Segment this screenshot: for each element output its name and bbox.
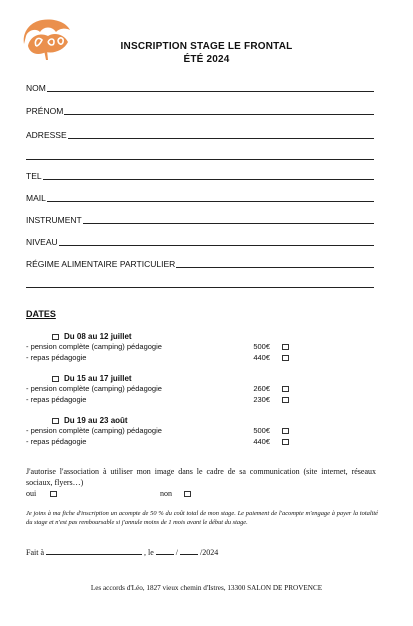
field-label: PRÉNOM <box>26 106 64 116</box>
session-title-text: Du 15 au 17 juillet <box>64 374 132 383</box>
month-input[interactable] <box>180 554 198 555</box>
list-item <box>26 353 286 364</box>
field-line[interactable] <box>176 267 374 268</box>
date-separator: / <box>175 548 179 557</box>
option-checkbox[interactable] <box>282 344 289 350</box>
field-mail[interactable] <box>26 189 374 203</box>
list-item <box>26 342 286 353</box>
year-text: 2024 <box>202 548 219 557</box>
deposit-note: Je joins à ma fiche d'inscription un acompte de 50 % du coût total de mon stage. Le paiement de l'acompte m'engage à payer la totalité du stage et n'est pas remboursable si j'annule moins de 1 mois avant le début du stage. <box>26 510 378 526</box>
day-input[interactable] <box>156 554 174 555</box>
option-price: 440€ <box>253 353 270 362</box>
consent-no[interactable] <box>160 489 196 498</box>
fait-label: Fait à <box>26 548 44 557</box>
session-title[interactable] <box>52 332 132 341</box>
list-item <box>26 426 286 437</box>
option-desc: - repas pédagogie <box>26 437 87 446</box>
field-instrument[interactable] <box>26 211 374 225</box>
option-price: 440€ <box>253 437 270 446</box>
le-label: , le <box>144 548 154 557</box>
field-label: MAIL <box>26 193 46 203</box>
session-checkbox[interactable] <box>52 376 59 382</box>
consent-no-checkbox[interactable] <box>184 491 191 497</box>
field-adresse[interactable] <box>26 126 374 140</box>
session-title-text: Du 08 au 12 juillet <box>64 332 132 341</box>
form-subtitle: ÉTÉ 2024 <box>183 54 230 65</box>
consent-yes-label: oui <box>26 489 37 498</box>
field-label: NOM <box>26 83 46 93</box>
field-label: TEL <box>26 171 42 181</box>
field-label: ADRESSE <box>26 130 67 140</box>
option-desc: - pension complète (camping) pédagogie <box>26 342 162 351</box>
consent-no-label: non <box>160 489 172 498</box>
option-checkbox[interactable] <box>282 386 289 392</box>
field-tel[interactable] <box>26 167 374 181</box>
field-label: NIVEAU <box>26 237 58 247</box>
session-title[interactable] <box>52 374 132 383</box>
regime-extra-line[interactable] <box>26 287 374 288</box>
adresse-extra-line[interactable] <box>26 159 374 160</box>
option-checkbox[interactable] <box>282 428 289 434</box>
option-desc: - pension complète (camping) pédagogie <box>26 384 162 393</box>
field-regime[interactable] <box>26 255 374 269</box>
list-item <box>26 437 286 448</box>
field-line[interactable] <box>59 245 374 246</box>
consent-yes-checkbox[interactable] <box>50 491 57 497</box>
consent-yes[interactable] <box>26 489 62 498</box>
option-desc: - repas pédagogie <box>26 353 87 362</box>
field-line[interactable] <box>64 114 374 115</box>
option-price: 500€ <box>253 426 270 435</box>
field-niveau[interactable] <box>26 233 374 247</box>
session-checkbox[interactable] <box>52 418 59 424</box>
field-prenom[interactable] <box>26 102 374 116</box>
option-desc: - repas pédagogie <box>26 395 87 404</box>
field-nom[interactable] <box>26 79 374 93</box>
footer-address: Les accords d'Léo, 1827 vieux chemin d'Istres, 13300 SALON DE PROVENCE <box>90 584 323 592</box>
field-label: RÉGIME ALIMENTAIRE PARTICULIER <box>26 259 176 269</box>
date-separator: / <box>200 548 203 557</box>
option-checkbox[interactable] <box>282 355 289 361</box>
form-title: INSCRIPTION STAGE LE FRONTAL <box>120 41 293 52</box>
option-price: 500€ <box>253 342 270 351</box>
option-desc: - pension complète (camping) pédagogie <box>26 426 162 435</box>
option-price: 230€ <box>253 395 270 404</box>
list-item <box>26 395 286 406</box>
dates-heading: DATES <box>26 309 56 319</box>
field-line[interactable] <box>83 223 374 224</box>
option-checkbox[interactable] <box>282 397 289 403</box>
field-line[interactable] <box>43 179 374 180</box>
list-item <box>26 384 286 395</box>
session-title-text: Du 19 au 23 août <box>64 416 128 425</box>
session-title[interactable] <box>52 416 128 425</box>
session-checkbox[interactable] <box>52 334 59 340</box>
option-price: 260€ <box>253 384 270 393</box>
image-consent-text: J'autorise l'association à utiliser mon image dans le cadre de sa communication (site internet, réseaux sociaux, flyers…) <box>26 467 376 487</box>
option-checkbox[interactable] <box>282 439 289 445</box>
field-line[interactable] <box>47 201 374 202</box>
signature-line <box>26 548 218 557</box>
field-line[interactable] <box>47 91 374 92</box>
field-label: INSTRUMENT <box>26 215 82 225</box>
field-line[interactable] <box>68 138 374 139</box>
place-input[interactable] <box>46 554 142 555</box>
